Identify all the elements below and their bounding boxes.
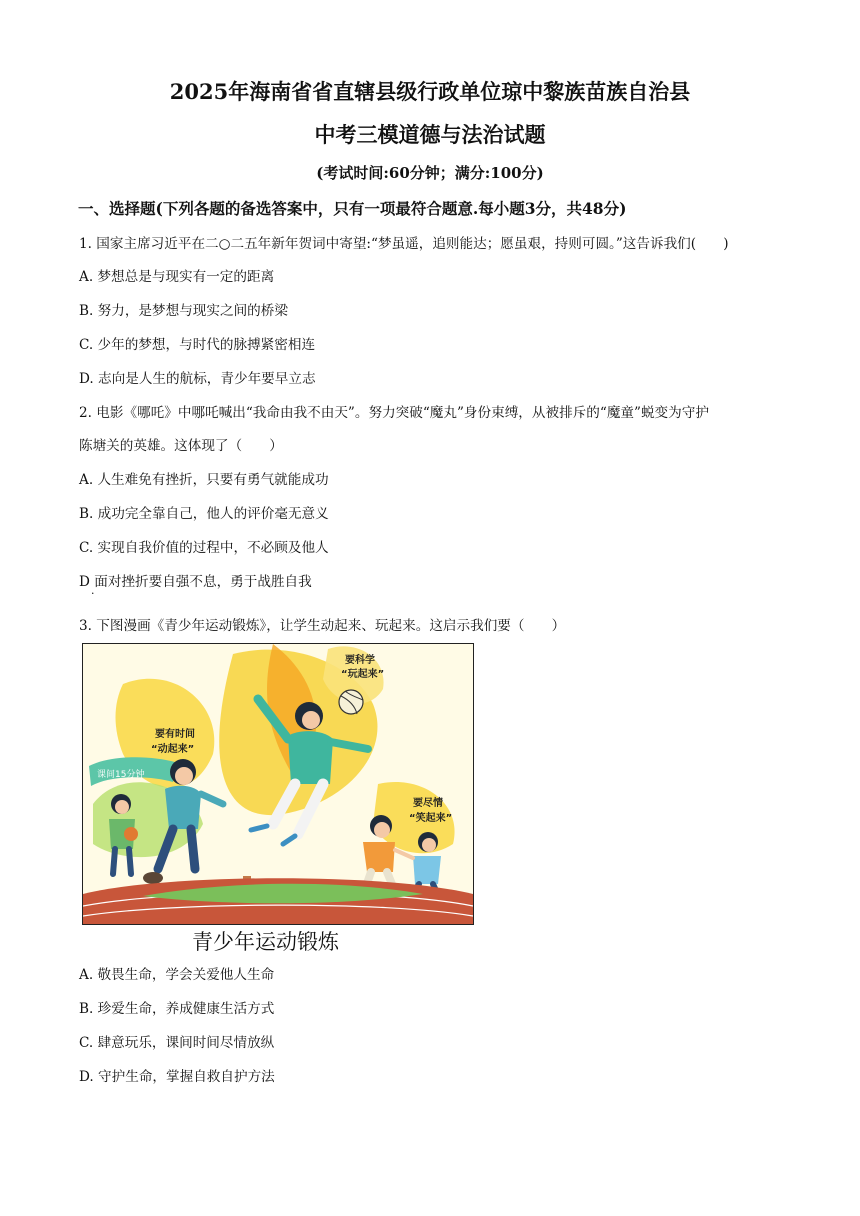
comic-bubble-right-line2: “笑起来” (409, 813, 453, 824)
question-1-option-b: B. 努力，是梦想与现实之间的桥梁 (79, 303, 288, 319)
comic-caption: 青少年运动锻炼 (192, 930, 339, 954)
exam-info: (考试时间:60分钟；满分:100分) (316, 164, 544, 182)
question-1-option-a: A. 梦想总是与现实有一定的距离 (79, 269, 275, 285)
comic-bubble-right-line1: 要尽情 (413, 798, 443, 809)
question-2-stem-line2: 陈塘关的英雄。这体现了（ ） (79, 438, 283, 454)
section-heading: 一、选择题(下列各题的备选答案中，只有一项最符合题意.每小题3分，共48分) (78, 199, 627, 218)
question-3-stem: 3. 下图漫画《青少年运动锻炼》，让学生动起来、玩起来。这启示我们要（ ） (79, 618, 566, 634)
question-3-option-d: D. 守护生命，掌握自救自护方法 (79, 1069, 275, 1085)
emphasis-dot: · (91, 587, 95, 600)
exam-title-line2: 中考三模道德与法治试题 (314, 122, 546, 147)
question-3-option-b: B. 珍爱生命，养成健康生活方式 (79, 1001, 275, 1017)
question-2-stem-line1: 2. 电影《哪吒》中哪吒喊出“我命由我不由天”。努力突破“魔丸”身份束缚，从被排斥的“魔童”蜕变为守护 (79, 405, 709, 421)
comic-bubble-top-line1: 要科学 (345, 655, 375, 666)
question-2-option-c: C. 实现自我价值的过程中，不必顾及他人 (79, 540, 329, 556)
question-3-option-c: C. 肆意玩乐，课间时间尽情放纵 (79, 1035, 275, 1051)
volleyball-icon (339, 690, 363, 714)
comic-bubble-top-line2: “玩起来” (341, 669, 385, 680)
question-1-option-d: D. 志向是人生的航标，青少年要早立志 (79, 371, 316, 387)
question-1-option-c: C. 少年的梦想，与时代的脉搏紧密相连 (79, 337, 316, 353)
question-2-option-b: B. 成功完全靠自己，他人的评价毫无意义 (79, 506, 329, 522)
question-2-option-d: D 面对挫折要自强不息，勇于战胜自我 (79, 574, 312, 590)
comic-illustration (82, 643, 474, 925)
question-2-option-a: A. 人生难免有挫折，只要有勇气就能成功 (79, 472, 329, 488)
question-3-option-a: A. 敬畏生命，学会关爱他人生命 (79, 967, 275, 983)
comic-bubble-left-line2: “动起来” (151, 744, 195, 755)
exam-title-line1: 2025年海南省省直辖县级行政单位琼中黎族苗族自治县 (169, 79, 691, 104)
comic-bubble-left-line1: 要有时间 (155, 729, 195, 740)
question-1-stem: 1. 国家主席习近平在二○二五年新年贺词中寄望:“梦虽遥，追则能达；愿虽艰，持则可圆。”这告诉我们( ) (79, 236, 729, 252)
comic-ribbon-label: 课间15分钟 (97, 770, 145, 780)
